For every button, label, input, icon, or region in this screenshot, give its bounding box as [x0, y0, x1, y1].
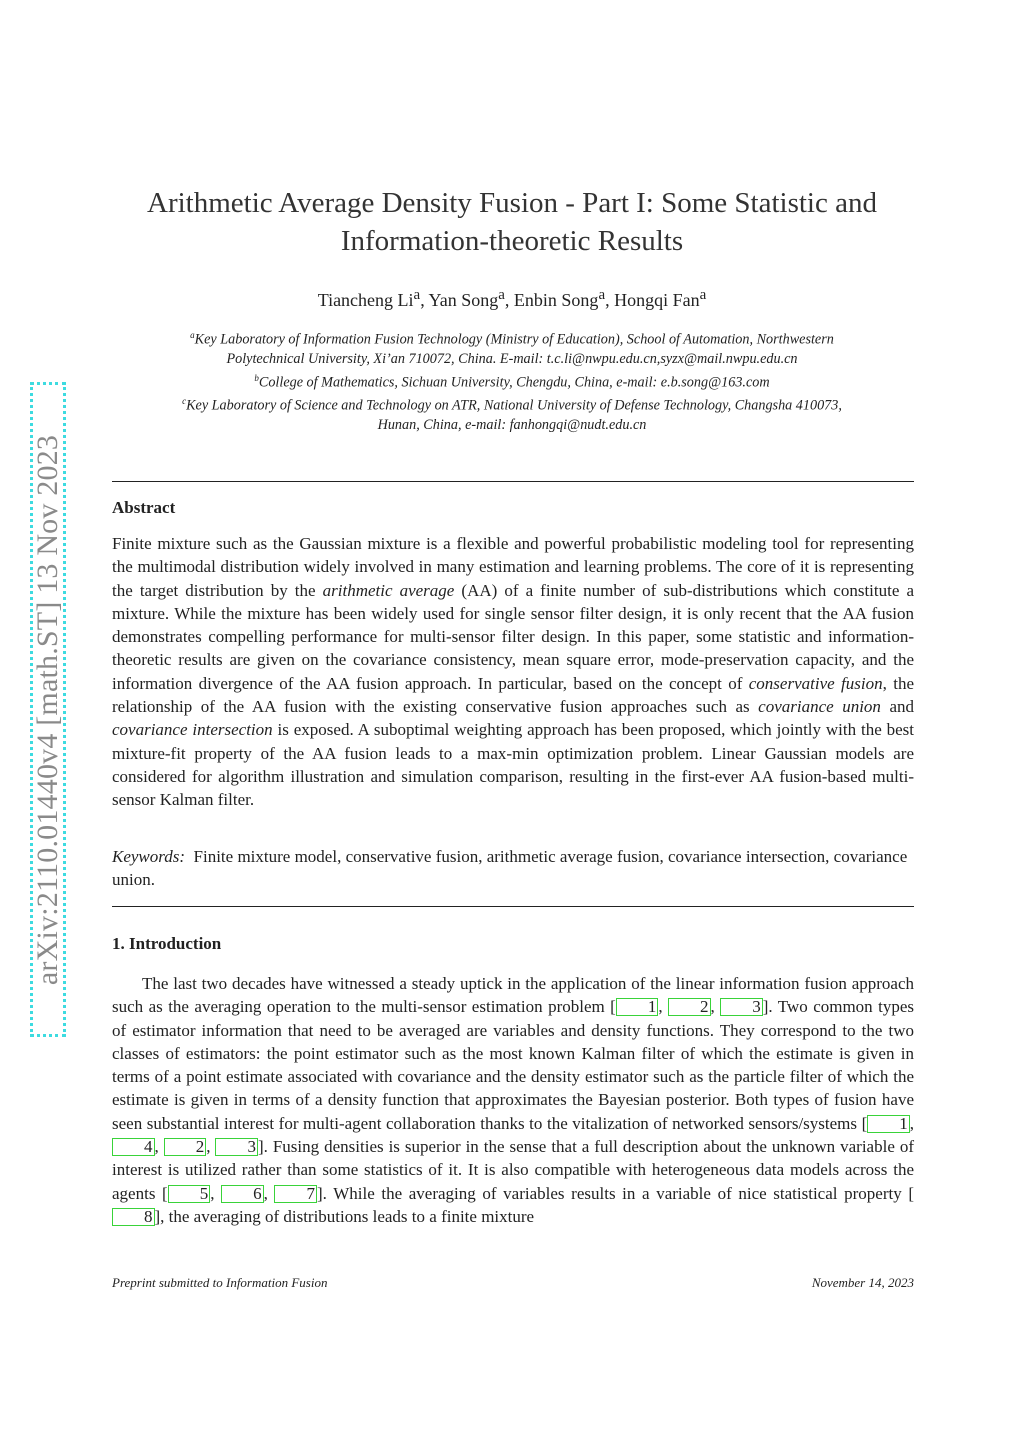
arxiv-identifier[interactable]: arXiv:2110.01440v4 [math.ST] 13 Nov 2023 [31, 434, 64, 985]
citation[interactable]: 3 [720, 998, 763, 1016]
affiliation-a-cont: Polytechnical University, Xi’an 710072, China. E-mail: t.c.li@nwpu.edu.cn,syzx@mail.nwpu.edu.cn [226, 350, 798, 367]
citation[interactable]: 2 [164, 1138, 207, 1156]
citation[interactable]: 1 [616, 998, 659, 1016]
abstract-heading: Abstract [112, 498, 176, 517]
abstract-bottom-rule [112, 906, 914, 907]
affiliations [112, 326, 912, 435]
author-1: Tiancheng Li$^a$ [317, 287, 421, 310]
title-line-1: Arithmetic Average Density Fusion - Part I: Some Statistic and [147, 187, 877, 219]
citation[interactable]: 2 [668, 998, 711, 1016]
footer-date: November 14, 2023 [811, 1275, 914, 1290]
footer-preprint-note: Preprint submitted to Information Fusion [112, 1275, 328, 1290]
keywords [112, 845, 914, 892]
affiliation-c: $^c$Key Laboratory of Science and Technology on ATR, National University of Defense Technology, Changsha 410073, [182, 396, 842, 415]
title-line-2: Information-theoretic Results [340, 225, 684, 257]
citation[interactable]: 6 [221, 1185, 264, 1203]
citation[interactable]: 5 [168, 1185, 211, 1203]
author-3: Enbin Song$^a$ [513, 287, 606, 310]
affiliation-a: $^a$Key Laboratory of Information Fusion Technology (Ministry of Education), School of Automation, Northwestern [190, 330, 834, 348]
arxiv-stamp [30, 382, 66, 1037]
introduction-paragraph: The last two decades have witnessed a steady uptick in the application of the linear information fusion approach such as the averaging operation to the multi-sensor estimation problem [ 1 , 2 , 3 ]. Two common types of estimator information that need to be averaged are variables and density functions. They correspond to the two classes of estimators: the point estimator such as the most known Kalman filter of which the estimate is given in terms of a point estimate associated with covariance and the density estimator such as the particle filter of which the estimate is given in terms of a density function that approximates the Bayesian posterior. Both types of fusion have seen substantial interest for multi-agent collaboration thanks to the vitalization of networked sensors/systems [ 1 , 4 , 2 , 3 ]. Fusing densities is superior in the sense that a full description about the unknown variable of interest is utilized rather than some statistics of it. It is also compatible with heterogeneous data models across the agents [ 5 , 6 , 7 ]. While the averaging of variables results in a variable of nice statistical property [8 ], the averaging of distributions leads to a finite mixture [112, 974, 915, 1226]
author-list: Tiancheng Li$^a$, Yan Song$^a$, Enbin Song$^a$, Hongqi Fan$^a$ [317, 287, 707, 310]
paper-title [112, 184, 912, 260]
citation[interactable]: 7 [274, 1185, 317, 1203]
abstract-top-rule [112, 481, 914, 482]
keywords-label: Keywords: [112, 847, 186, 866]
author-2: Yan Song$^a$ [428, 287, 505, 310]
affiliation-c-cont: Hunan, China, e-mail: fanhongqi@nudt.edu.cn [377, 417, 647, 434]
affiliation-b: $^b$College of Mathematics, Sichuan University, Chengdu, China, e-mail: e.b.song@163.com [254, 372, 770, 391]
section-heading-introduction: 1. Introduction [112, 934, 222, 953]
citation[interactable]: 3 [215, 1138, 258, 1156]
abstract-body: Finite mixture such as the Gaussian mixture is a flexible and powerful probabilistic modeling tool for representing the multimodal distribution widely involved in many estimation and learning problems. The core of it is representing the target distribution by the arithmetic average (AA) of a finite number of sub-distributions which constitute a mixture. While the mixture has been widely used for single sensor filter design, it is only recent that the AA fusion demonstrates compelling performance for multi-sensor filter design. In this paper, some statistic and information-theoretic results are given on the covariance consistency, mean square error, mode-preservation capacity, and the information divergence of the AA fusion approach. In particular, based on the concept of conservative fusion, the relationship of the AA fusion with the existing conservative fusion approaches such as covariance union and covariance intersection is exposed. A suboptimal weighting approach has been proposed, which jointly with the best mixture-fit property of the AA fusion leads to a max-min optimization problem. Linear Gaussian models are considered for algorithm illustration and simulation comparison, resulting in the first-ever AA fusion-based multi-sensor Kalman filter. [112, 534, 915, 810]
citation[interactable]: 1 [867, 1115, 910, 1133]
citation[interactable]: 8 [112, 1208, 155, 1226]
citation[interactable]: 4 [112, 1138, 155, 1156]
keywords-text: Finite mixture model, conservative fusion, arithmetic average fusion, covariance intersection, covariance union. [112, 847, 908, 890]
author-4: Hongqi Fan$^a$ [614, 287, 707, 310]
